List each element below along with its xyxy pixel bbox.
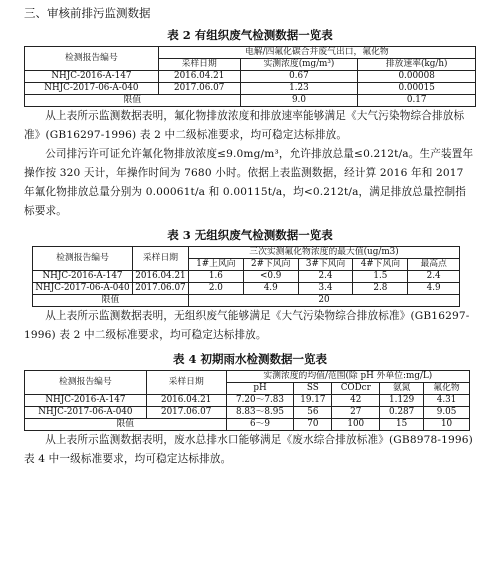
header-rate: 排放速率(kg/h)	[358, 59, 476, 71]
table-header-row	[25, 47, 476, 59]
header-concentration: 实测浓度(mg/m³)	[240, 59, 358, 71]
header-date: 采样日期	[158, 59, 240, 71]
table2-organized-emission	[24, 46, 476, 107]
cell-date: 2017.06.07	[146, 407, 226, 419]
header-group: 三次实测氟化物浓度的最大值(ug/m3)	[188, 247, 459, 259]
table-row	[25, 83, 476, 95]
paragraph-4: 从上表所示监测数据表明，废水总排水口能够满足《废水综合排放标准》(GB8978-1996) 表 4 中一级标准要求，均可稳定达标排放。	[24, 434, 473, 465]
table4-rainwater	[24, 370, 470, 431]
cell-report: NHJC-2017-06-A-040	[25, 83, 159, 95]
cell-concentration: 0.67	[240, 71, 358, 83]
paragraph-1: 从上表所示监测数据表明，氟化物排放浓度和排放速率能够满足《大气污染物综合排放标准》(GB16297-1996) 表 2 中二级标准要求，均可稳定达标排放。	[24, 110, 465, 141]
table-limit-row	[33, 295, 460, 307]
cell-value: 4.31	[424, 395, 470, 407]
table4-caption: 表 4 初期雨水检测数据一览表	[172, 352, 327, 366]
table-row	[25, 71, 476, 83]
cell-value: 1.5	[353, 271, 408, 283]
header-param: 氟化物	[424, 383, 470, 395]
cell-value: 7.20～7.83	[226, 395, 294, 407]
table-header-row	[33, 247, 460, 259]
cell-limit-label: 限值	[25, 95, 241, 107]
header-group: 电解/四氟化碳合并废气出口，氟化物	[158, 47, 475, 59]
header-point: 最高点	[408, 259, 460, 271]
cell-report: NHJC-2017-06-A-040	[33, 283, 133, 295]
cell-concentration: 1.23	[240, 83, 358, 95]
cell-limit-value: 10	[424, 419, 470, 431]
header-point: 1#上风向	[188, 259, 243, 271]
cell-value: 19.17	[294, 395, 332, 407]
header-param: 氨氮	[380, 383, 424, 395]
cell-value: 4.9	[243, 283, 298, 295]
header-date: 采样日期	[146, 371, 226, 395]
cell-limit-value: 15	[380, 419, 424, 431]
cell-report: NHJC-2016-A-147	[25, 395, 147, 407]
header-point: 4#下风向	[353, 259, 408, 271]
cell-value: <0.9	[243, 271, 298, 283]
header-param: SS	[294, 383, 332, 395]
cell-value: 2.4	[408, 271, 460, 283]
cell-date: 2016.04.21	[158, 71, 240, 83]
cell-report: NHJC-2016-A-147	[33, 271, 133, 283]
cell-value: 2.4	[298, 271, 353, 283]
table-limit-row	[25, 419, 470, 431]
cell-date: 2017.06.07	[158, 83, 240, 95]
cell-value: 3.4	[298, 283, 353, 295]
cell-limit-value: 20	[188, 295, 459, 307]
header-report-id: 检测报告编号	[25, 47, 159, 71]
header-group: 实测浓度的均值/范围(除 pH 外单位:mg/L)	[226, 371, 469, 383]
paragraph-2: 公司排污许可证允许氟化物排放浓度≤9.0mg/m³，允许排放总量≤0.212t/a。生产装置年操作按 320 天计，年操作时间为 7680 小时。依据上表监测数据，经计算 2016 年和 2017 年氟化物排放总量分别为 0.00061t/a 和 0.00115t/a，均<0.212t/a，满足排放总量控制指标要求。	[24, 148, 474, 217]
table-limit-row	[25, 95, 476, 107]
header-param: CODcr	[332, 383, 380, 395]
table-row	[25, 395, 470, 407]
cell-limit-label: 限值	[25, 419, 227, 431]
header-point: 2#下风向	[243, 259, 298, 271]
cell-rate: 0.00015	[358, 83, 476, 95]
cell-value: 4.9	[408, 283, 460, 295]
cell-value: 27	[332, 407, 380, 419]
table-row	[33, 271, 460, 283]
cell-report: NHJC-2017-06-A-040	[25, 407, 147, 419]
table3-caption: 表 3 无组织废气检测数据一览表	[167, 228, 333, 242]
cell-value: 56	[294, 407, 332, 419]
cell-value: 2.8	[353, 283, 408, 295]
cell-limit-label: 限值	[33, 295, 189, 307]
table-row	[33, 283, 460, 295]
header-param: pH	[226, 383, 294, 395]
cell-date: 2017.06.07	[132, 283, 188, 295]
header-report-id: 检测报告编号	[33, 247, 133, 271]
cell-limit-value: 70	[294, 419, 332, 431]
cell-limit-concentration: 9.0	[240, 95, 358, 107]
header-point: 3#下风向	[298, 259, 353, 271]
cell-value: 42	[332, 395, 380, 407]
cell-rate: 0.00008	[358, 71, 476, 83]
section-heading: 三、审核前排污监测数据	[24, 6, 151, 20]
header-report-id: 检测报告编号	[25, 371, 147, 395]
cell-value: 2.0	[188, 283, 243, 295]
cell-value: 1.6	[188, 271, 243, 283]
table-header-row	[25, 371, 470, 383]
table-row	[25, 407, 470, 419]
cell-date: 2016.04.21	[132, 271, 188, 283]
cell-value: 8.83～8.95	[226, 407, 294, 419]
cell-limit-value: 6～9	[226, 419, 294, 431]
cell-value: 1.129	[380, 395, 424, 407]
header-date: 采样日期	[132, 247, 188, 271]
cell-limit-rate: 0.17	[358, 95, 476, 107]
cell-report: NHJC-2016-A-147	[25, 71, 159, 83]
cell-limit-value: 100	[332, 419, 380, 431]
cell-date: 2016.04.21	[146, 395, 226, 407]
cell-value: 9.05	[424, 407, 470, 419]
table3-fugitive-emission	[32, 246, 460, 307]
cell-value: 0.287	[380, 407, 424, 419]
table2-caption: 表 2 有组织废气检测数据一览表	[167, 28, 333, 42]
paragraph-3: 从上表所示监测数据表明，无组织废气能够满足《大气污染物综合排放标准》(GB16297-1996) 表 2 中二级标准要求，均可稳定达标排放。	[24, 310, 470, 341]
